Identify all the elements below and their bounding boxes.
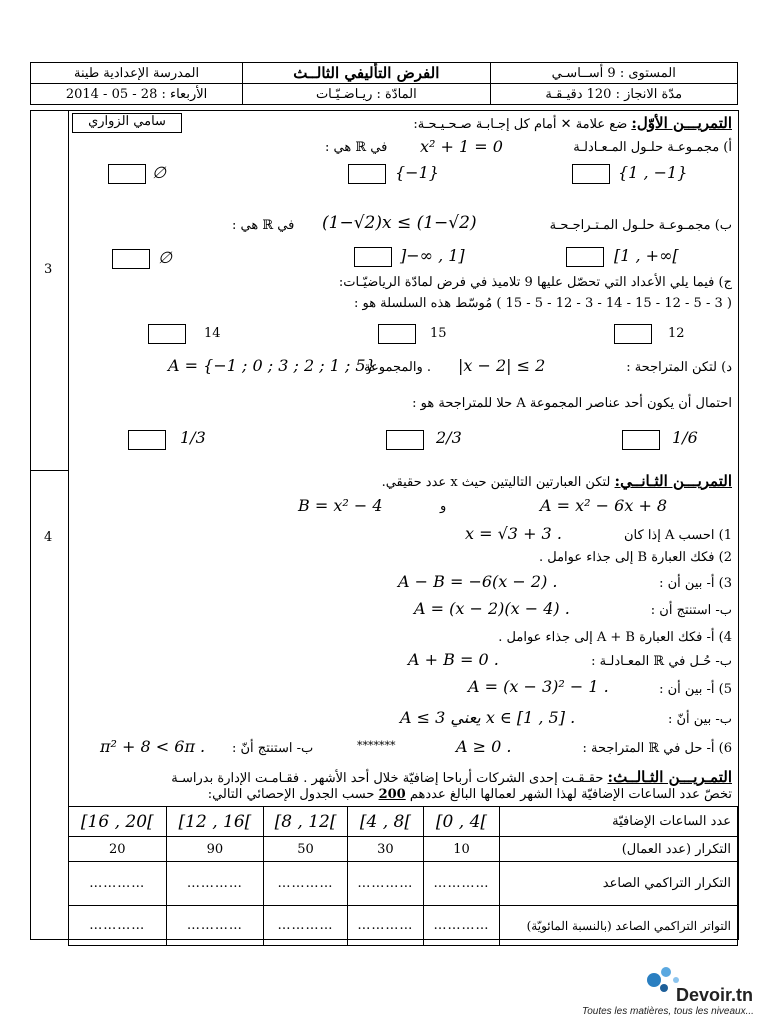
score-divider	[30, 470, 68, 471]
frequency-4: 90	[166, 837, 264, 862]
ex2-q6b: ب- استنتج أنّ :	[232, 741, 314, 756]
interval-2: [4 , 8[	[347, 807, 423, 837]
ex1-b-checkbox-1[interactable]	[566, 247, 604, 267]
ex2-q4b-math: A + B = 0 .	[408, 650, 499, 669]
cumulative-cell-5[interactable]: …………	[69, 862, 167, 906]
ex2-and: و	[440, 499, 447, 514]
ex1-b-label: ب) مجمـوعـة حلـول المـتـراجـحـة	[549, 218, 732, 233]
ex1-d-option-1: 1/6	[672, 428, 698, 447]
relative-cell-4[interactable]: …………	[166, 906, 264, 946]
ex2-expression-B: B = x² − 4	[298, 496, 383, 515]
row-label-relative: التواتر التراكمي الصاعد (بالنسبة المائويّة)	[500, 906, 738, 946]
ex2-q3a-math: A − B = −6(x − 2) .	[398, 572, 558, 591]
footer-tagline: Toutes les matières, tous les niveaux...	[582, 1006, 754, 1017]
frequency-2: 30	[347, 837, 423, 862]
ex1-a-label: أ) مجمـوعـة حلـول المـعـادلـة	[573, 140, 732, 155]
relative-cell-2[interactable]: …………	[347, 906, 423, 946]
ex2-q6b-math: π² + 8 < 6π .	[100, 737, 206, 756]
ex3-workers-count: 200	[378, 787, 406, 802]
ex1-d-inequality: |x − 2| ≤ 2	[458, 356, 546, 375]
ex1-a-checkbox-3[interactable]	[108, 164, 146, 184]
ex2-stars: *******	[357, 739, 396, 752]
footer-brand: Devoir.tn	[676, 985, 754, 1005]
ex1-b-option-3: ∅	[158, 248, 172, 267]
ex2-q3b-math: A = (x − 2)(x − 4) .	[414, 599, 570, 618]
ex1-b-checkbox-3[interactable]	[112, 249, 150, 269]
level: المستوى : 9 أســاسـي	[490, 63, 737, 84]
ex1-instruction: ضع علامة ✕ أمام كل إجـابـة صـحـيـحـة:	[413, 117, 628, 132]
frequency-5: 20	[69, 837, 167, 862]
cumulative-cell-2[interactable]: …………	[347, 862, 423, 906]
ex2-expression-A: A = x² − 6x + 8	[540, 496, 668, 515]
ex2-q3a: 3) أ- بين أن :	[659, 576, 732, 591]
ex1-c-checkbox-3[interactable]	[148, 324, 186, 344]
relative-cell-5[interactable]: …………	[69, 906, 167, 946]
subject: المادّة : ريـاضـيّـات	[243, 84, 490, 105]
row-label-cumulative: التكرار التراكمي الصاعد	[500, 862, 738, 906]
ex1-d-checkbox-1[interactable]	[622, 430, 660, 450]
ex1-d-label: د) لتكن المتراجحة :	[626, 360, 732, 375]
ex1-a-option-1: {1 , −1}	[618, 163, 688, 182]
ex1-d-checkbox-3[interactable]	[128, 430, 166, 450]
score-column	[30, 110, 69, 938]
ex1-d-option-2: 2/3	[436, 428, 462, 447]
ex1-d-set: A = {−1 ; 0 ; 3 ; 2 ; 1 ; 5}	[168, 356, 376, 375]
ex1-b-tail: في ℝ هي :	[232, 218, 295, 233]
cumulative-cell-4[interactable]: …………	[166, 862, 264, 906]
ex2-q5a-math: A = (x − 3)² − 1 .	[468, 677, 609, 696]
exam-date: الأربعاء : 28 - 05 - 2014	[31, 84, 243, 105]
interval-4: [12 , 16[	[166, 807, 264, 837]
row-label-frequency: التكرار (عدد العمال)	[500, 837, 738, 862]
ex2-q1: 1) احسب A إذا كان	[623, 528, 732, 543]
ex2-q6: 6) أ- حل في ℝ المتراجحة :	[582, 741, 732, 756]
ex3-line1: حقـقـت إحدى الشركات أرباحا إضافيّة خلال أحد الأشهر . فقـامـت الإدارة بدراسـة	[171, 771, 604, 786]
interval-3: [8 , 12[	[264, 807, 348, 837]
ex2-q5b: ب- بين أنّ :	[667, 712, 732, 727]
frequency-1: 10	[423, 837, 499, 862]
ex2-q1-math: x = √3 + 3 .	[465, 524, 562, 543]
ex1-c-option-2: 15	[430, 326, 447, 341]
ex3-line2a: تخصّ عدد الساعات الإضافيّة لهذا الشهر لعمالها البالغ عددهم	[409, 787, 732, 802]
ex1-a-tail: في ℝ هي :	[325, 140, 388, 155]
ex2-q5b-math: A ≤ 3 يعني x ∈ [1 , 5] .	[400, 708, 576, 727]
ex1-a-checkbox-1[interactable]	[572, 164, 610, 184]
exam-header	[30, 62, 738, 105]
ex1-b-option-2: ]−∞ , 1]	[400, 246, 465, 265]
ex1-a-equation: x² + 1 = 0	[420, 137, 503, 156]
teacher-name: سامي الزواري	[72, 113, 182, 133]
ex3-title: التمـريـــن الثـالــث:	[607, 768, 732, 786]
ex1-c-label: ج) فيما يلي الأعداد التي تحصّل عليها 9 تلاميذ في فرض لمادّة الرياضيّـات:	[338, 275, 732, 290]
ex1-d-set-label: . والمجموعة	[364, 360, 431, 375]
ex2-q6-math: A ≥ 0 .	[456, 737, 512, 756]
score-ex1: 3	[44, 262, 53, 277]
ex2-q5a: 5) أ- بين أن :	[659, 682, 732, 697]
ex1-a-option-2: {−1}	[395, 163, 439, 182]
cumulative-cell-3[interactable]: …………	[264, 862, 348, 906]
exam-title: الفرض التأليفي الثالــث	[243, 63, 490, 84]
ex2-q4b: ب- حُـل في ℝ المعـادلـة :	[591, 654, 732, 669]
ex1-c-option-1: 12	[668, 326, 685, 341]
ex2-q3b: ب- استنتج أن :	[650, 603, 732, 618]
interval-5: [16 , 20[	[69, 807, 167, 837]
ex1-c-option-3: 14	[204, 326, 221, 341]
interval-1: [0 , 4[	[423, 807, 499, 837]
duration: مدّة الانجاز : 120 دقيـقـة	[490, 84, 737, 105]
ex1-b-inequality: (1−√2)x ≤ (1−√2)	[322, 213, 477, 233]
school-name: المدرسة الإعدادية طينة	[31, 63, 243, 84]
ex1-b-checkbox-2[interactable]	[354, 247, 392, 267]
ex1-c-series: ( 3 - 5 - 12 - 15 - 14 - 3 - 12 - 5 - 15 ) مُوسّط هذه السلسلة هو :	[353, 296, 732, 311]
ex3-line2b: حسب الجدول الإحصائي التالي:	[207, 787, 375, 802]
ex2-q4a: 4) أ- فكك العبارة A + B إلى جذاء عوامل .	[498, 630, 732, 645]
ex1-title: التمريـــن الأوّل:	[631, 114, 732, 132]
ex2-intro: لتكن العبارتين التاليتين حيث x عدد حقيقي.	[381, 475, 611, 490]
ex1-d-option-3: 1/3	[180, 428, 206, 447]
frequency-3: 50	[264, 837, 348, 862]
cumulative-cell-1[interactable]: …………	[423, 862, 499, 906]
ex2-title: التمريـــن الثـانــي:	[614, 472, 732, 490]
statistics-table	[68, 806, 738, 946]
ex1-d-question: احتمال أن يكون أحد عناصر المجموعة A حلا للمتراجحة هو :	[412, 396, 732, 411]
relative-cell-1[interactable]: …………	[423, 906, 499, 946]
ex1-c-checkbox-1[interactable]	[614, 324, 652, 344]
ex1-b-option-1: [1 , +∞[	[614, 246, 679, 265]
ex1-a-option-3: ∅	[152, 163, 166, 182]
ex1-d-checkbox-2[interactable]	[386, 430, 424, 450]
ex2-q2: 2) فكك العبارة B إلى جذاء عوامل .	[538, 550, 732, 565]
ex1-c-checkbox-2[interactable]	[378, 324, 416, 344]
relative-cell-3[interactable]: …………	[264, 906, 348, 946]
ex1-a-checkbox-2[interactable]	[348, 164, 386, 184]
row-label-hours: عدد الساعات الإضافيّة	[500, 807, 738, 837]
score-ex2: 4	[44, 530, 53, 545]
